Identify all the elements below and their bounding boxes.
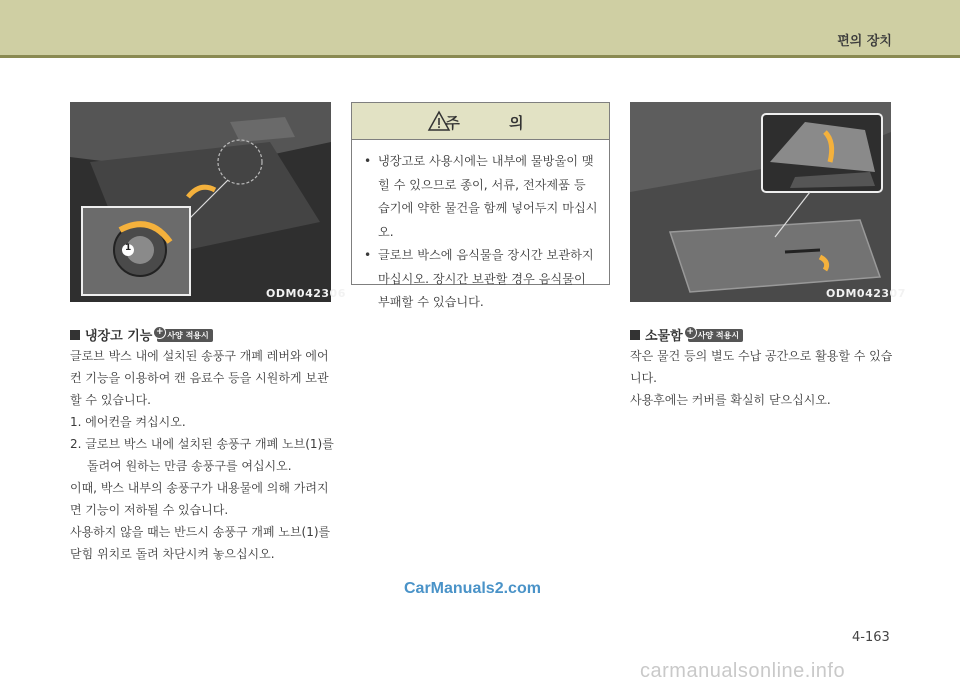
- section-heading-cooling: [70, 325, 213, 344]
- caution-item: • 냉장고로 사용시에는 내부에 물방울이 맺힐 수 있으므로 종이, 서류, 전자제품 등 습기에 약한 물건을 함께 넣어두지 마십시오.: [364, 150, 599, 244]
- section-heading-storage: [630, 325, 743, 344]
- caution-item: • 글로브 박스에 음식물을 장시간 보관하지 마십시오. 장시간 보관할 경우 음식물이 부패할 수 있습니다.: [364, 244, 599, 315]
- heading-text: 소물함: [645, 329, 683, 344]
- cooling-intro: 글로브 박스 내에 설치된 송풍구 개폐 레버와 에어컨 기능을 이용하여 캔 음료수 등을 시원하게 보관할 수 있습니다.: [70, 349, 329, 407]
- heading-square-icon: [70, 330, 80, 340]
- storage-tray-photo: [630, 102, 906, 302]
- header-rule: [0, 55, 960, 58]
- option-badge: + 사양 적용시: [157, 329, 212, 342]
- glovebox-photo: [70, 102, 346, 302]
- heading-text: 냉장고 기능: [85, 329, 153, 344]
- figure-code-left: ODM042306: [266, 287, 346, 300]
- page-section-title: 편의 장치: [837, 34, 892, 49]
- caution-title: 주 의: [445, 114, 546, 132]
- caution-list: [352, 140, 609, 315]
- plus-icon: +: [684, 326, 697, 339]
- page-number: 4-163: [852, 630, 890, 645]
- cooling-note-2: 사용하지 않을 때는 반드시 송풍구 개폐 노브(1)를 닫힘 위치로 돌려 차단시켜 놓으십시오.: [70, 525, 331, 561]
- watermark-link[interactable]: CarManuals2.com: [404, 580, 541, 597]
- footer-watermark: carmanualsonline.info: [640, 660, 846, 682]
- caution-box: [351, 102, 610, 309]
- option-badge: + 사양 적용시: [688, 329, 743, 342]
- storage-line-1: 작은 물건 등의 별도 수납 공간으로 활용할 수 있습니다.: [630, 349, 893, 385]
- storage-line-2: 사용후에는 커버를 확실히 닫으십시오.: [630, 393, 831, 407]
- cooling-step-2: 2. 글로브 박스 내에 설치된 송풍구 개폐 노브(1)를 돌려여 원하는 만큼 송풍구를 여십시오.: [70, 437, 334, 473]
- storage-body: [630, 345, 898, 411]
- cooling-step-1: 1. 에어컨을 켜십시오.: [70, 415, 186, 429]
- header-band: [0, 0, 960, 55]
- cooling-note-1: 이때, 박스 내부의 송풍구가 내용물에 의해 가려지면 기능이 저하될 수 있습니다.: [70, 481, 329, 517]
- figure-code-right: ODM042307: [826, 287, 906, 300]
- caution-header: [352, 103, 609, 140]
- cooling-body: [70, 345, 338, 565]
- plus-icon: +: [153, 326, 166, 339]
- callout-1: 1: [125, 243, 132, 253]
- heading-square-icon: [630, 330, 640, 340]
